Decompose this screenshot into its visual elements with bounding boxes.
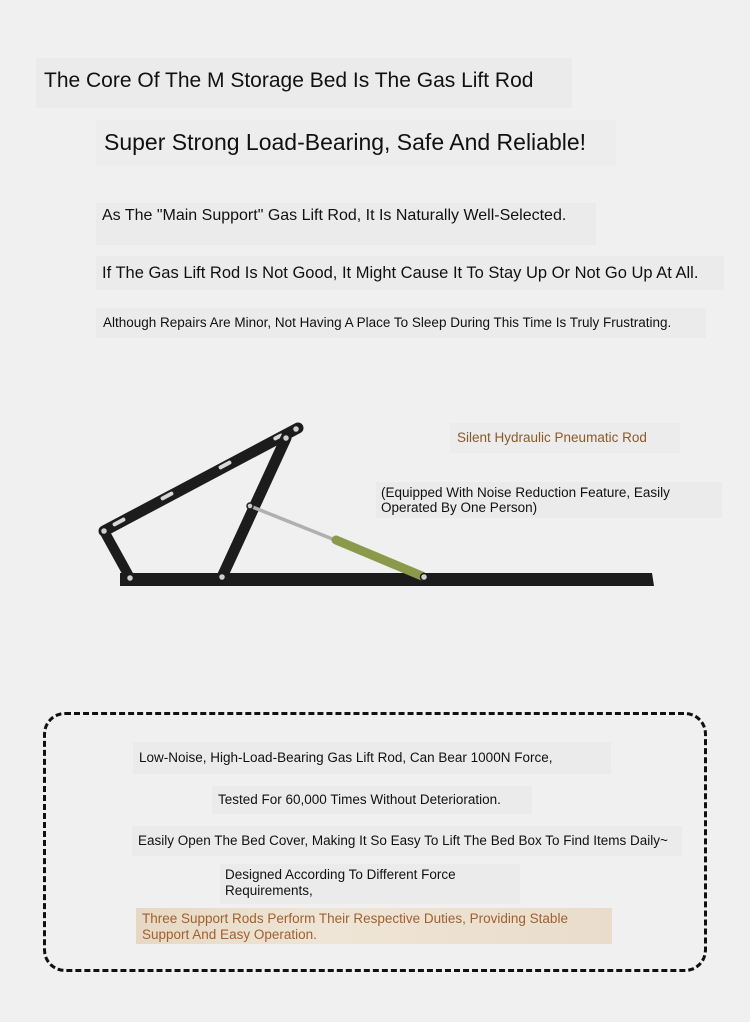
feature-tested: Tested For 60,000 Times Without Deterioration. — [212, 786, 532, 814]
gas-rod-piston — [250, 506, 340, 542]
intro-paragraph-repairs: Although Repairs Are Minor, Not Having A Place To Sleep During This Time Is Truly Frustrating. — [96, 308, 706, 338]
frame-left-link — [104, 531, 130, 578]
feature-three-rods: Three Support Rods Perform Their Respective Duties, Providing Stable Support And Easy Operation. — [136, 908, 612, 944]
product-note: (Equipped With Noise Reduction Feature, Easily Operated By One Person) — [376, 482, 722, 518]
feature-force-design: Designed According To Different Force Requirements, — [220, 864, 520, 904]
gas-rod-cylinder — [336, 540, 422, 576]
intro-paragraph-main-support: As The "Main Support" Gas Lift Rod, It Is Naturally Well-Selected. — [96, 203, 596, 245]
frame-base-bar — [120, 573, 654, 586]
intro-paragraph-bad-rod: If The Gas Lift Rod Is Not Good, It Might Cause It To Stay Up Or Not Go Up At All. — [96, 256, 724, 290]
product-label: Silent Hydraulic Pneumatic Rod — [450, 423, 680, 453]
feature-easy-open: Easily Open The Bed Cover, Making It So Easy To Lift The Bed Box To Find Items Daily~ — [132, 826, 682, 856]
page-title: The Core Of The M Storage Bed Is The Gas Lift Rod — [36, 58, 572, 108]
page-subtitle: Super Strong Load-Bearing, Safe And Reliable! — [96, 120, 616, 166]
feature-load-bearing: Low-Noise, High-Load-Bearing Gas Lift Rod, Can Bear 1000N Force, — [133, 742, 611, 774]
